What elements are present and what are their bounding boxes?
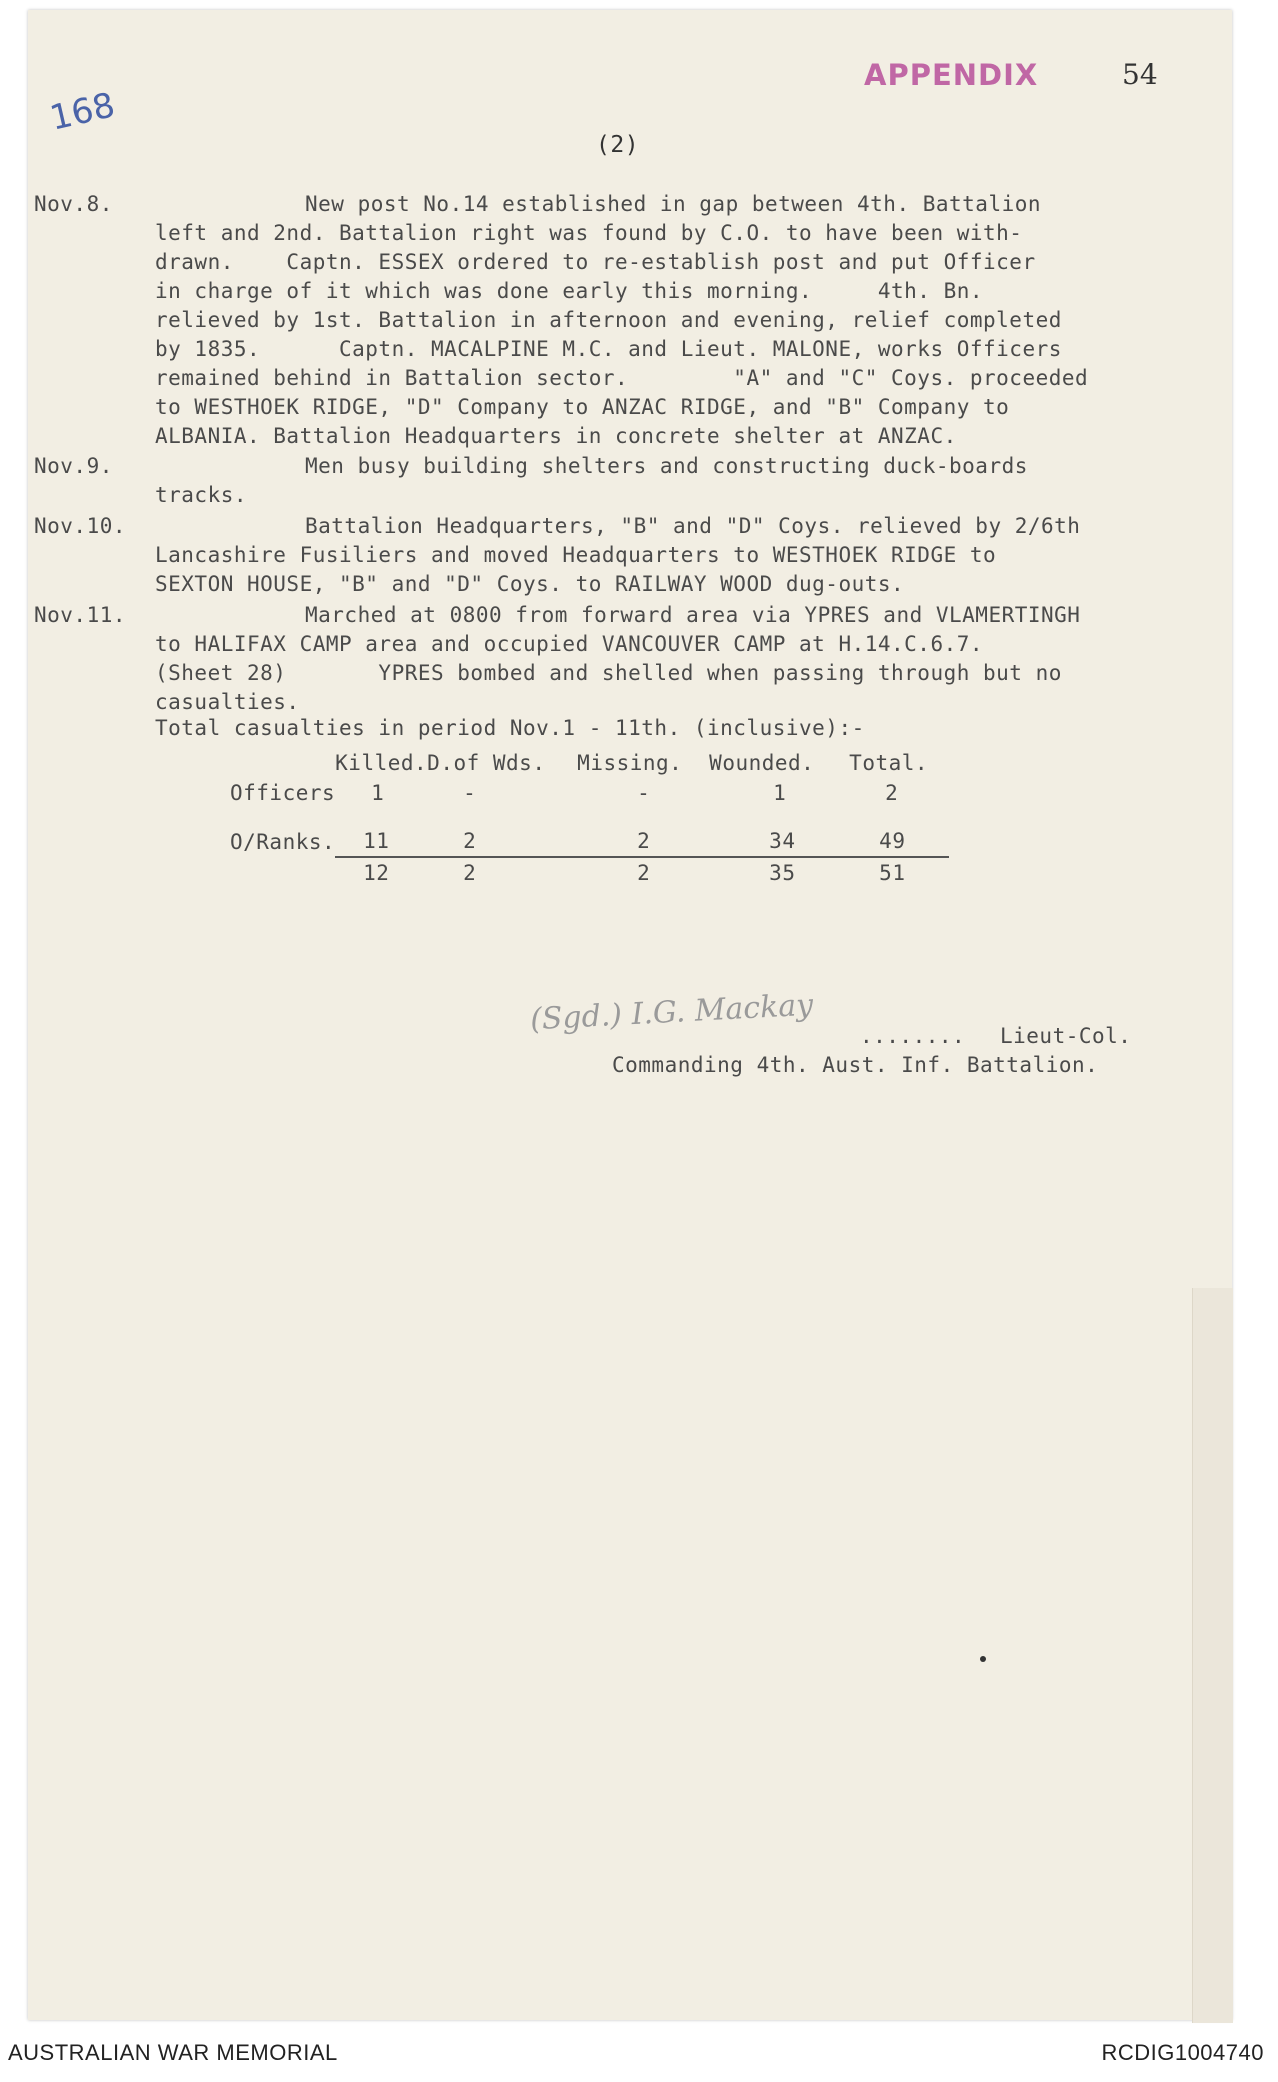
table-header-row xyxy=(155,748,949,778)
page-fold-shadow xyxy=(1192,1288,1233,2023)
folio-number: 168 xyxy=(46,85,119,139)
entry-line: relieved by 1st. Battalion in afternoon and evening, relief completed xyxy=(155,308,1062,332)
column-header: D.of Wds. xyxy=(427,751,546,775)
entry-line: to WESTHOEK RIDGE, "D" Company to ANZAC RIDGE, and "B" Company to xyxy=(155,395,1010,419)
total-cell: 2 xyxy=(637,861,651,885)
entry-line: tracks. xyxy=(155,483,248,507)
entry-line: remained behind in Battalion sector. "A" and "C" Coys. proceeded xyxy=(155,366,1089,390)
handwritten-signature: (Sgd.) I.G. Mackay xyxy=(529,987,814,1038)
entry-line: Lancashire Fusiliers and moved Headquarters to WESTHOEK RIDGE to xyxy=(155,543,997,567)
casualties-intro: Total casualties in period Nov.1 - 11th. (inclusive):- xyxy=(155,716,865,740)
entry-line: Marched at 0800 from forward area via YPRES and VLAMERTINGH xyxy=(305,603,1081,627)
table-cell: 2 xyxy=(577,826,709,857)
table-cell: - xyxy=(637,781,651,805)
table-cell: 2 xyxy=(427,826,577,857)
page-number: 54 xyxy=(1122,58,1158,91)
footer-record-id: RCDIG1004740 xyxy=(1101,2040,1264,2065)
signature-position: Commanding 4th. Aust. Inf. Battalion. xyxy=(612,1053,1099,1077)
entry-line: by 1835. Captn. MACALPINE M.C. and Lieut. MALONE, works Officers xyxy=(155,337,1062,361)
total-cell: 51 xyxy=(879,861,906,885)
total-cell: 35 xyxy=(769,861,796,885)
entry-line: SEXTON HOUSE, "B" and "D" Coys. to RAILWAY WOOD dug-outs. xyxy=(155,572,905,596)
entry-line: to HALIFAX CAMP area and occupied VANCOUVER CAMP at H.14.C.6.7. xyxy=(155,632,984,656)
column-header: Wounded. xyxy=(709,751,815,775)
footer-archive-name: AUSTRALIAN WAR MEMORIAL xyxy=(8,2040,338,2065)
entry-line: in charge of it which was done early this morning. 4th. Bn. xyxy=(155,279,984,303)
appendix-stamp: APPENDIX xyxy=(864,58,1039,92)
table-cell: 1 xyxy=(773,781,787,805)
entry-line: Battalion Headquarters, "B" and "D" Coys. relieved by 2/6th xyxy=(305,514,1081,538)
total-cell: 2 xyxy=(463,861,477,885)
column-header: Missing. xyxy=(577,751,683,775)
entry-line: Men busy building shelters and constructing duck-boards xyxy=(305,454,1028,478)
entry-date: Nov.11. xyxy=(34,603,127,627)
signature-title: Lieut-Col. xyxy=(1000,1024,1132,1048)
signature-dots: ........ xyxy=(860,1024,966,1048)
entry-line: casualties. xyxy=(155,690,300,714)
table-cell: - xyxy=(463,781,477,805)
table-cell: 2 xyxy=(885,781,899,805)
table-cell: 34 xyxy=(709,826,849,857)
ink-dot xyxy=(980,1656,986,1662)
total-cell: 12 xyxy=(363,861,390,885)
row-label: O/Ranks. xyxy=(230,829,336,854)
column-header: Killed. xyxy=(335,751,428,775)
totals-row xyxy=(155,857,949,888)
entry-line: drawn. Captn. ESSEX ordered to re-establish post and put Officer xyxy=(155,250,1036,274)
entry-line: left and 2nd. Battalion right was found by C.O. to have been with- xyxy=(155,221,1023,245)
row-label: Officers xyxy=(230,781,336,805)
entry-date: Nov.9. xyxy=(34,454,113,478)
table-cell: 49 xyxy=(849,826,949,857)
column-header: Total. xyxy=(849,751,929,775)
table-row xyxy=(155,778,949,808)
table-row xyxy=(155,826,949,857)
entry-date: Nov.10. xyxy=(34,514,127,538)
table-cell: 11 xyxy=(335,826,427,857)
entry-line: New post No.14 established in gap between 4th. Battalion xyxy=(305,192,1042,216)
entry-line: (Sheet 28) YPRES bombed and shelled when passing through but no xyxy=(155,661,1062,685)
entry-date: Nov.8. xyxy=(34,192,113,216)
table-cell: 1 xyxy=(371,781,385,805)
entry-line: ALBANIA. Battalion Headquarters in concrete shelter at ANZAC. xyxy=(155,424,957,448)
page-heading: (2) xyxy=(596,132,640,158)
casualties-table xyxy=(155,748,949,888)
